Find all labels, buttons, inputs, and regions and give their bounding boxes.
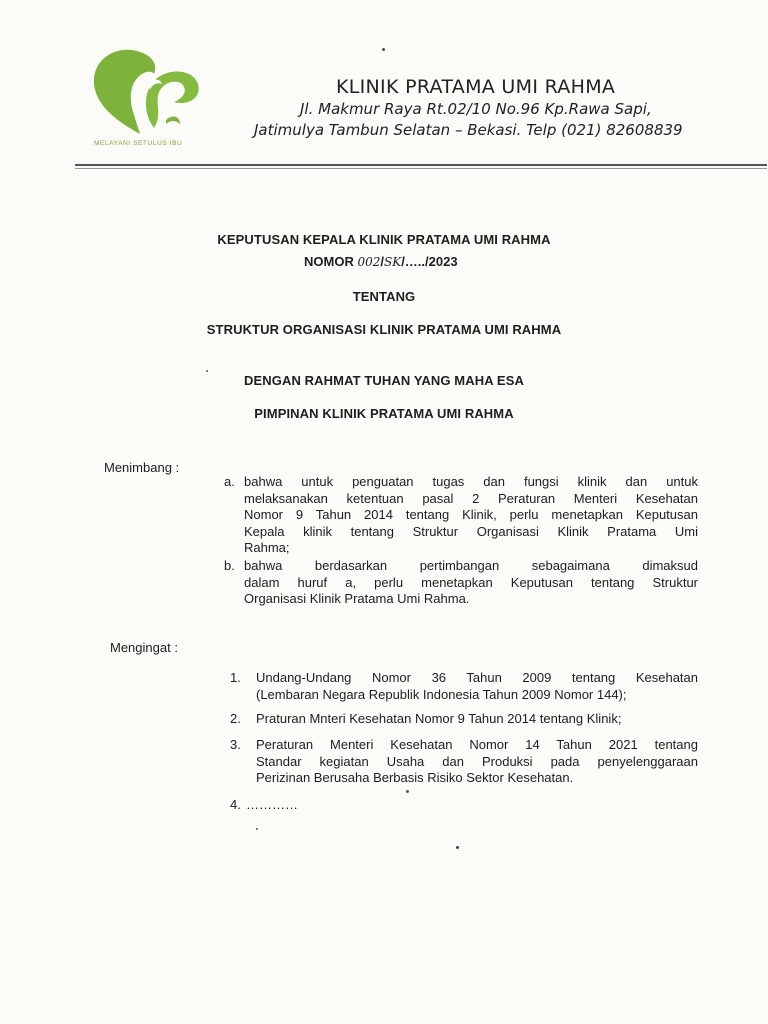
item-line: Undang-Undang Nomor 36 Tahun 2009 tentang Kesehatan	[256, 670, 698, 685]
mengingat-item-3	[230, 737, 698, 789]
letterhead-divider	[75, 164, 767, 166]
item-line: Peraturan Menteri Kesehatan Nomor 14 Tahun 2021 tentang	[256, 737, 698, 752]
item-marker: a.	[224, 474, 235, 489]
nomor-label: NOMOR	[304, 254, 354, 269]
clinic-logo	[88, 44, 206, 154]
item-line: Rahma;	[244, 540, 290, 555]
item-line: (Lembaran Negara Republik Indonesia Tahun 2009 Nomor 144);	[256, 686, 627, 702]
item-line: Praturan Mnteri Kesehatan Nomor 9 Tahun 2014 tentang Klinik;	[256, 711, 622, 726]
item-line: Kepala klinik tentang Struktur Organisasi Klinik Pratama Umi	[244, 523, 698, 539]
nomor-rest: /…../2023	[401, 254, 458, 269]
item-line: bahwa untuk penguatan tugas dan fungsi klinik dan untuk	[244, 474, 698, 489]
letterhead-divider-thin	[75, 168, 767, 169]
menimbang-item-a	[224, 474, 698, 558]
item-line: Standar kegiatan Usaha dan Produksi pada penyelenggaraan	[256, 753, 698, 769]
item-line: Organisasi Klinik Pratama Umi Rahma.	[244, 591, 470, 606]
decree-subject: STRUKTUR ORGANISASI KLINIK PRATAMA UMI RAHMA	[206, 322, 562, 337]
item-line: dalam huruf a, perlu menetapkan Keputusan tentang Struktur	[244, 574, 698, 590]
scan-speck	[406, 790, 409, 793]
item-marker: 3.	[230, 737, 241, 752]
mengingat-item-2	[230, 711, 698, 729]
item-line: Nomor 9 Tahun 2014 tentang Klinik, perlu menetapkan Keputusan	[244, 507, 698, 522]
scan-speck	[382, 48, 385, 51]
scan-speck	[256, 828, 258, 830]
mengingat-item-1	[230, 670, 698, 704]
logo-tagline: MELAYANI SETULUS IBU	[94, 140, 183, 147]
item-line: Perizinan Berusaha Berbasis Risiko Sektor Kesehatan.	[256, 770, 574, 785]
decision-title: KEPUTUSAN KEPALA KLINIK PRATAMA UMI RAHMA	[217, 232, 551, 247]
item-marker: b.	[224, 558, 235, 573]
scan-speck	[206, 370, 208, 372]
clinic-address-line-2: Jatimulya Tambun Selatan – Bekasi. Telp (021) 82608839	[254, 121, 683, 139]
menimbang-item-b	[224, 558, 698, 610]
heart-leaf-logo-icon	[88, 44, 206, 144]
item-marker: 1.	[230, 670, 241, 685]
clinic-address-line-1: Jl. Makmur Raya Rt.02/10 No.96 Kp.Rawa Sapi,	[300, 100, 652, 118]
mengingat-label: Mengingat :	[110, 640, 178, 655]
about-heading: TENTANG	[352, 289, 416, 304]
mengingat-item-4	[230, 797, 698, 815]
decree-number: NOMOR 002/SK/…../2023	[304, 254, 458, 269]
item-line: …………	[246, 797, 298, 812]
item-line: bahwa berdasarkan pertimbangan sebagaimana dimaksud	[244, 558, 698, 573]
nomor-handwritten-number: 002	[357, 255, 381, 269]
item-marker: 2.	[230, 711, 241, 726]
blessing-line: DENGAN RAHMAT TUHAN YANG MAHA ESA	[244, 373, 524, 388]
item-marker: 4.	[230, 797, 241, 812]
scan-speck	[456, 846, 459, 849]
menimbang-label: Menimbang :	[104, 460, 180, 475]
clinic-name: KLINIK PRATAMA UMI RAHMA	[336, 76, 616, 98]
nomor-handwritten-code: SK	[384, 255, 402, 269]
authority-line: PIMPINAN KLINIK PRATAMA UMI RAHMA	[254, 406, 514, 421]
item-line: melaksanakan ketentuan pasal 2 Peraturan Menteri Kesehatan	[244, 490, 698, 506]
